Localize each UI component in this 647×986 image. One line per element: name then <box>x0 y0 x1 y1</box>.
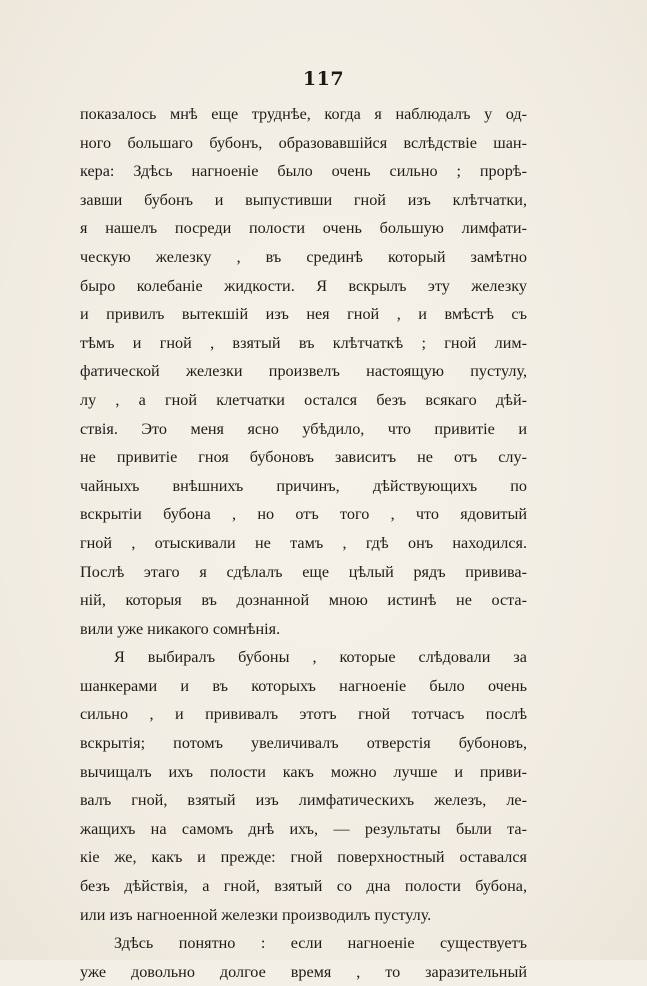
text-line: ного большаго бубонъ, образовавшійся вслѣдствіе шан- <box>80 133 527 152</box>
paragraph-start-line: Здѣсь понятно : если нагноеніе существуетъ <box>114 934 527 953</box>
text-line: Послѣ этаго я сдѣлалъ еще цѣлый рядъ привива- <box>80 562 527 581</box>
text-line: валъ гной, взятый изъ лимфатическихъ железъ, ле- <box>80 791 527 810</box>
text-line: сильно , и прививалъ этотъ гной тотчасъ послѣ <box>80 705 527 724</box>
text-line: шанкерами и въ которыхъ нагноеніе было очень <box>80 676 527 695</box>
paragraph-start-line: Я выбиралъ бубоны , которые слѣдовали за <box>114 648 527 667</box>
text-line: вычищалъ ихъ полости какъ можно лучше и приви- <box>80 762 527 781</box>
text-line: кіе же, какъ и прежде: гной поверхностный оставался <box>80 848 527 867</box>
text-line: кера: Здѣсь нагноеніе было очень сильно ; прорѣ- <box>80 162 527 181</box>
text-line: чайныхъ внѣшнихъ причинъ, дѣйствующихъ по <box>80 476 527 495</box>
text-line: гной , отыскивали не тамъ , гдѣ онъ находился. <box>80 533 527 552</box>
paragraph-end-line: или изъ нагноенной железки производилъ пустулу. <box>80 905 432 924</box>
page-number: 117 <box>302 68 345 90</box>
text-line: лу , а гной клетчатки остался безъ всякаго дѣй- <box>80 390 527 409</box>
text-line: я нашелъ посреди полости очень большую лимфати- <box>80 219 527 238</box>
text-line: завши бубонъ и выпустивши гной изъ клѣтчатки, <box>80 190 527 209</box>
text-line: тѣмъ и гной , взятый въ клѣтчаткѣ ; гной лим- <box>80 333 527 352</box>
text-line: безъ дѣйствія, а гной, взятый со дна полости бубона, <box>80 877 527 896</box>
text-line: не привитіе гноя бубоновъ зависитъ не отъ слу- <box>80 448 527 467</box>
paragraph-end-line: вили уже никакого сомнѣнія. <box>80 619 281 638</box>
text-line: быро колебаніе жидкости. Я вскрылъ эту железку <box>80 276 527 295</box>
text-line: вскрытіи бубона , но отъ того , что ядовитый <box>80 505 527 524</box>
text-line: вскрытія; потомъ увеличивалъ отверстія бубоновъ, <box>80 734 527 753</box>
body-text <box>80 100 527 986</box>
text-line: показалось мнѣ еще труднѣе, когда я наблюдалъ у од- <box>80 105 527 123</box>
text-line: уже довольно долгое время , то заразительный <box>80 962 527 981</box>
text-line: жащихъ на самомъ днѣ ихъ, — результаты были та- <box>80 819 527 838</box>
text-line: фатической железки произвелъ настоящую пустулу, <box>80 362 527 381</box>
text-line: и привилъ вытекшій изъ нея гной , и вмѣстѣ съ <box>80 305 527 324</box>
text-line: ній, которыя въ дознанной мною истинѣ не оста- <box>80 591 527 610</box>
text-line: ствія. Это меня ясно убѣдило, что привитіе и <box>80 419 527 438</box>
text-line: ческую железку , въ срединѣ который замѣтно <box>80 247 527 266</box>
